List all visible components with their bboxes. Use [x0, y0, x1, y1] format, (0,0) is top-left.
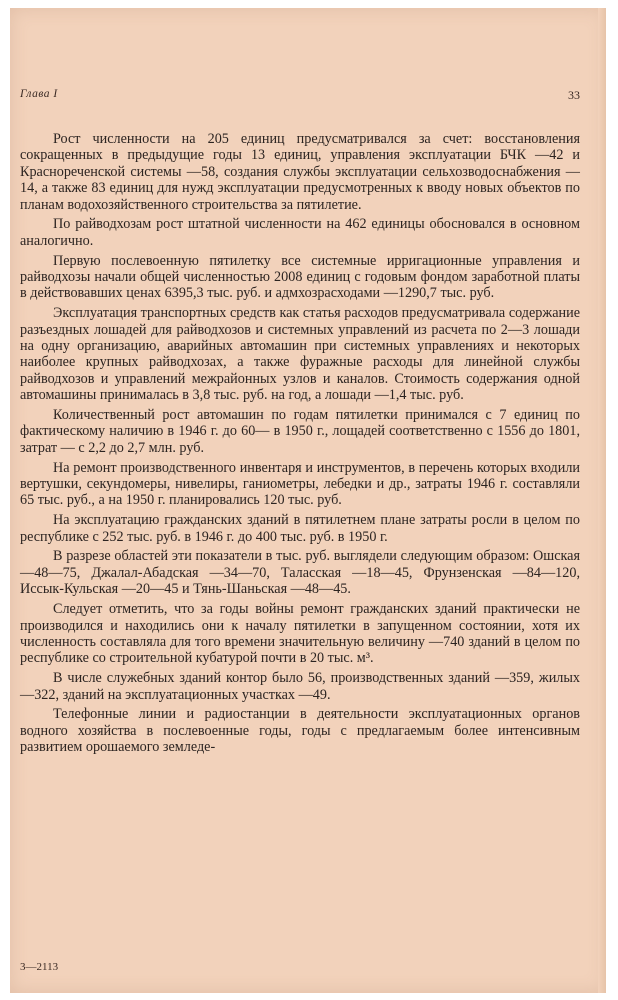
paragraph: На ремонт производственного инвентаря и инструментов, в перечень которых входили вертушки, секундомеры, нивелиры, ганиометры, лебедки и др., затраты 1946 г. составляли 65 тыс. руб., а на 1950 г. планировались 120 тыс. руб. — [20, 459, 580, 509]
paragraph: Эксплуатация транспортных средств как статья расходов предусматривала содержание разъездных лошадей для райводхозов и системных управлений из расчета по 2—3 лошади на одну организацию, аварийных автомашин при системных управлениях и некоторых наиболее крупных райводхозах, а также фуражные расходы для линейной службы райводхозов и управлений межрайонных узлов и каналов. Стоимость содержания одной автомашины принималась в 3,8 тыс. руб. на год, а лошади —1,4 тыс. руб. — [20, 305, 580, 404]
paragraph: В разрезе областей эти показатели в тыс. руб. выглядели следующим образом: Ошская —48—75, Джалал-Абадская —34—70, Таласская —18—45, Фрунзенская —84—120, Иссык-Кульская —20—45 и Тянь-Шаньская —48—45. — [20, 548, 580, 598]
running-header — [20, 88, 580, 104]
paragraph: Телефонные линии и радиостанции в деятельности эксплуатационных органов водного хозяйства в послевоенные годы, годы с предлагаемым более интенсивным развитием орошаемого земледе- — [20, 706, 580, 756]
printer-signature: 3—2113 — [20, 961, 59, 973]
chapter-title: Глава I — [20, 88, 58, 100]
body-text — [20, 131, 580, 759]
book-page — [10, 8, 606, 993]
page-edge — [598, 8, 606, 993]
paragraph: Следует отметить, что за годы войны ремонт гражданских зданий практически не производился и находились они к началу пятилетки в запущенном состоянии, хотя их численность составляла для того времени значительную величину —740 зданий в целом по республике со строительной кубатурой почти в 20 тыс. м³. — [20, 601, 580, 667]
paragraph: В числе служебных зданий контор было 56, производственных зданий —359, жилых —322, зданий на эксплуатационных участках —49. — [20, 670, 580, 703]
paragraph: По райводхозам рост штатной численности на 462 единицы обосновался в основном аналогично. — [20, 216, 580, 249]
paragraph: На эксплуатацию гражданских зданий в пятилетнем плане затраты росли в целом по республике с 252 тыс. руб. в 1946 г. до 400 тыс. руб. в 1950 г. — [20, 512, 580, 545]
paragraph: Первую послевоенную пятилетку все системные ирригационные управления и райводхозы начали общей численностью 2008 единиц с годовым фондом заработной платы в действовавших ценах 6395,3 тыс. руб. и адмхозрасходами —1290,7 тыс. руб. — [20, 252, 580, 302]
paragraph: Рост численности на 205 единиц предусматривался за счет: восстановления сокращенных в предыдущие годы 13 единиц, управления эксплуатации БЧК —42 и Краснореченской системы —58, создания службы эксплуатации сельхозводоснабжения —14, а также 83 единиц для нужд эксплуатации предусмотренных к вводу новых объектов по планам водохозяйственного строительства за пятилетие. — [20, 131, 580, 213]
page-number: 33 — [568, 88, 580, 102]
paragraph: Количественный рост автомашин по годам пятилетки принимался с 7 единиц по фактическому наличию в 1946 г. до 60— в 1950 г., лощадей соответственно с 1556 до 1801, затрат — с 2,2 до 2,7 млн. руб. — [20, 407, 580, 456]
